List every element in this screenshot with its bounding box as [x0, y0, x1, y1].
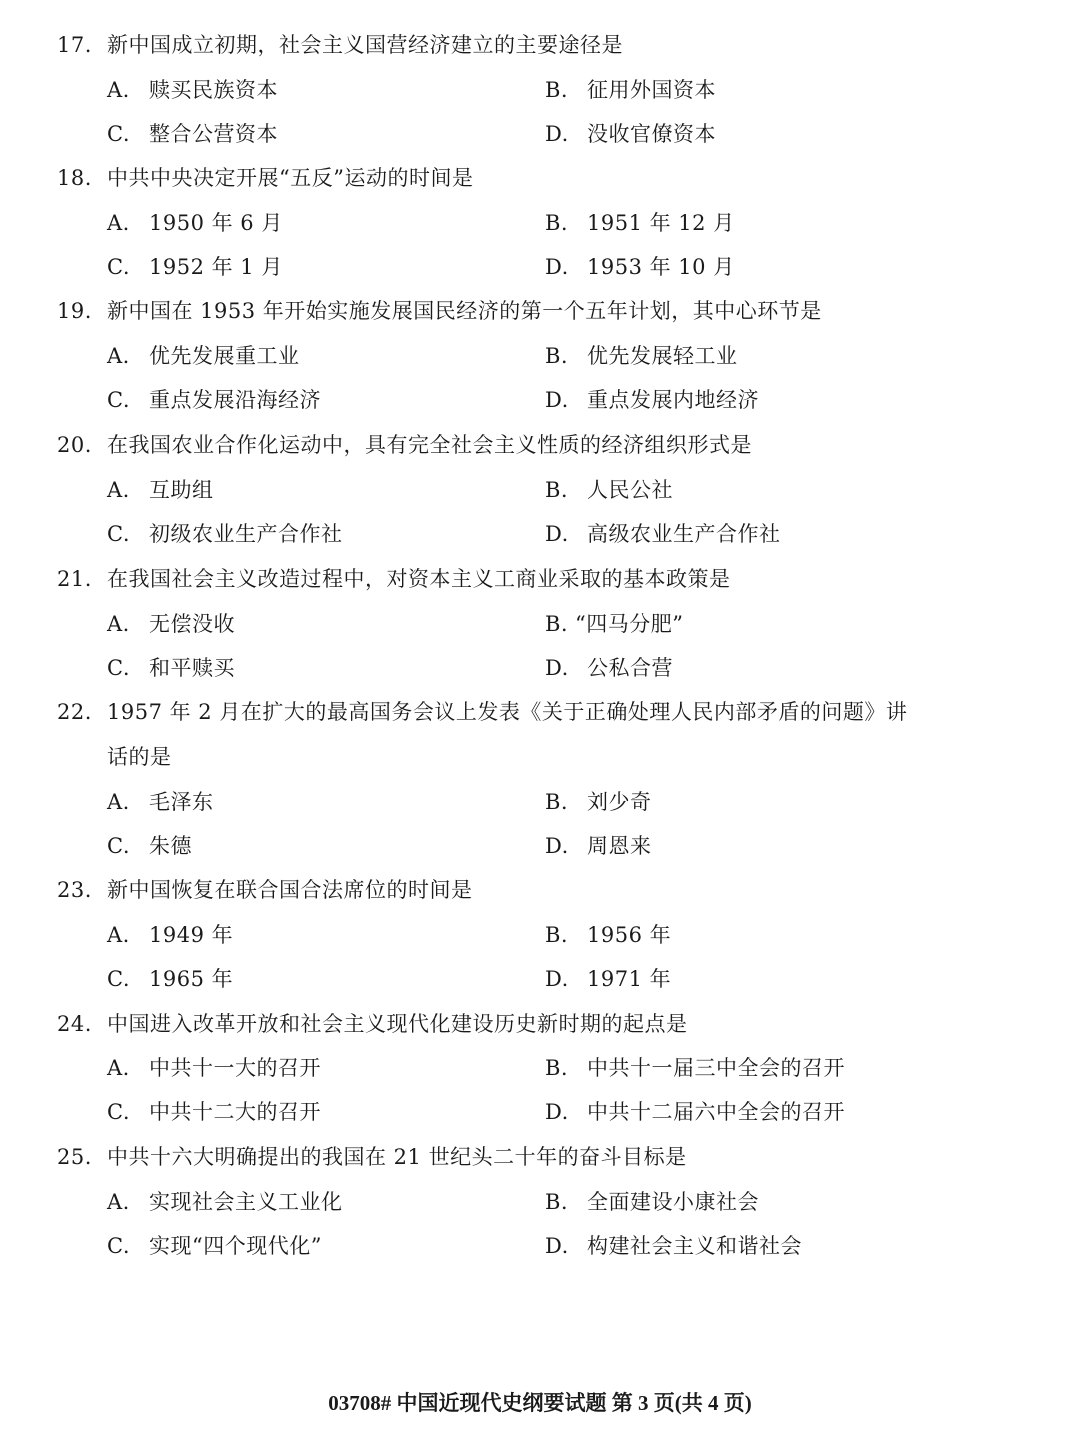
- option-text: 中共十二大的召开: [149, 1100, 321, 1124]
- option-d: [545, 120, 716, 148]
- option-letter: C.: [107, 1100, 130, 1124]
- question-text: 新中国恢复在联合国合法席位的时间是: [107, 878, 473, 902]
- option-text: 赎买民族资本: [149, 78, 278, 102]
- option-a: [107, 76, 278, 104]
- option-letter: B.: [545, 344, 569, 368]
- option-d: [545, 832, 652, 860]
- option-c: [107, 253, 283, 281]
- question-number: 24.: [57, 1012, 92, 1036]
- option-letter: B.: [545, 211, 569, 235]
- question-20: [57, 431, 752, 459]
- question-number: 18.: [57, 166, 92, 190]
- question-19: [57, 297, 822, 325]
- option-letter: C.: [107, 255, 130, 279]
- option-text: 刘少奇: [587, 790, 652, 814]
- option-c: [107, 520, 343, 548]
- option-letter: D.: [545, 122, 569, 146]
- option-letter: D.: [545, 656, 569, 680]
- option-text: 全面建设小康社会: [587, 1190, 759, 1214]
- option-c: [107, 832, 192, 860]
- option-letter: D.: [545, 1234, 569, 1258]
- option-d: [545, 386, 759, 414]
- question-text: 在我国社会主义改造过程中，对资本主义工商业采取的基本政策是: [107, 567, 731, 591]
- page-footer: 03708# 中国近现代史纲要试题 第 3 页(共 4 页): [328, 1391, 752, 1415]
- option-text: 优先发展重工业: [149, 344, 300, 368]
- option-a: [107, 209, 283, 237]
- option-c: [107, 654, 235, 682]
- option-text: 重点发展内地经济: [587, 388, 759, 412]
- option-text: 毛泽东: [149, 790, 214, 814]
- option-b: [545, 610, 683, 638]
- option-text: 初级农业生产合作社: [149, 522, 343, 546]
- option-letter: B.: [545, 790, 569, 814]
- option-letter: A.: [107, 344, 130, 368]
- question-22-continuation: 话的是: [107, 745, 172, 769]
- option-letter: A.: [107, 211, 130, 235]
- option-text: 整合公营资本: [149, 122, 278, 146]
- option-letter: D.: [545, 255, 569, 279]
- option-text: 实现“四个现代化”: [149, 1234, 322, 1258]
- option-text: 实现社会主义工业化: [149, 1190, 343, 1214]
- option-b: [545, 76, 716, 104]
- option-d: [545, 654, 673, 682]
- option-b: [545, 788, 652, 816]
- question-text: 新中国成立初期，社会主义国营经济建立的主要途径是: [107, 33, 623, 57]
- option-text: 1949 年: [149, 923, 234, 947]
- option-c: [107, 965, 233, 993]
- option-b: [545, 342, 738, 370]
- option-text: 1971 年: [587, 967, 672, 991]
- option-text: “四马分肥”: [575, 612, 684, 636]
- option-letter: A.: [107, 1190, 130, 1214]
- option-letter: D.: [545, 522, 569, 546]
- option-c: [107, 386, 321, 414]
- question-17: [57, 31, 623, 59]
- question-number: 17.: [57, 33, 92, 57]
- option-text: 构建社会主义和谐社会: [587, 1234, 802, 1258]
- question-text: 中共十六大明确提出的我国在 21 世纪头二十年的奋斗目标是: [107, 1145, 687, 1169]
- option-letter: D.: [545, 967, 569, 991]
- question-24: [57, 1010, 688, 1038]
- option-text: 中共十一大的召开: [149, 1056, 321, 1080]
- question-number: 25.: [57, 1145, 92, 1169]
- option-letter: A.: [107, 1056, 130, 1080]
- option-b: [545, 209, 735, 237]
- option-a: [107, 610, 235, 638]
- question-number: 21.: [57, 567, 92, 591]
- option-letter: A.: [107, 923, 130, 947]
- question-number: 19.: [57, 299, 92, 323]
- question-text: 新中国在 1953 年开始实施发展国民经济的第一个五年计划，其中心环节是: [107, 299, 822, 323]
- question-18: [57, 164, 473, 192]
- question-number: 23.: [57, 878, 92, 902]
- question-23: [57, 876, 473, 904]
- option-letter: A.: [107, 78, 130, 102]
- option-letter: B.: [545, 478, 569, 502]
- option-text: 朱德: [149, 834, 192, 858]
- option-text: 1965 年: [149, 967, 234, 991]
- option-d: [545, 965, 671, 993]
- option-letter: B.: [545, 1190, 569, 1214]
- option-letter: C.: [107, 834, 130, 858]
- option-a: [107, 1188, 343, 1216]
- option-text: 中共十二届六中全会的召开: [587, 1100, 845, 1124]
- question-21: [57, 565, 731, 593]
- option-letter: B.: [545, 1056, 569, 1080]
- option-letter: B.: [545, 923, 569, 947]
- option-a: [107, 921, 233, 949]
- option-d: [545, 1098, 845, 1126]
- option-letter: A.: [107, 790, 130, 814]
- option-letter: C.: [107, 967, 130, 991]
- option-letter: C.: [107, 388, 130, 412]
- option-d: [545, 520, 781, 548]
- option-letter: C.: [107, 122, 130, 146]
- option-text: 1956 年: [587, 923, 672, 947]
- option-text: 重点发展沿海经济: [149, 388, 321, 412]
- option-text: 1952 年 1 月: [149, 255, 283, 279]
- option-text: 互助组: [149, 478, 214, 502]
- question-text: 1957 年 2 月在扩大的最高国务会议上发表《关于正确处理人民内部矛盾的问题》讲: [107, 700, 908, 724]
- question-25: [57, 1143, 687, 1171]
- option-b: [545, 476, 673, 504]
- option-d: [545, 1232, 802, 1260]
- option-text: 没收官僚资本: [587, 122, 716, 146]
- option-b: [545, 1188, 759, 1216]
- option-text: 高级农业生产合作社: [587, 522, 781, 546]
- option-letter: A.: [107, 478, 130, 502]
- option-d: [545, 253, 735, 281]
- option-a: [107, 342, 300, 370]
- option-text: 1953 年 10 月: [587, 255, 735, 279]
- option-letter: D.: [545, 1100, 569, 1124]
- option-letter: C.: [107, 522, 130, 546]
- question-text: 中国进入改革开放和社会主义现代化建设历史新时期的起点是: [107, 1012, 688, 1036]
- question-text: 在我国农业合作化运动中，具有完全社会主义性质的经济组织形式是: [107, 433, 752, 457]
- option-b: [545, 1054, 845, 1082]
- question-22: [57, 698, 907, 726]
- question-number: 22.: [57, 700, 92, 724]
- option-a: [107, 476, 214, 504]
- option-letter: C.: [107, 656, 130, 680]
- option-a: [107, 788, 214, 816]
- option-letter: A.: [107, 612, 130, 636]
- option-letter: B.: [545, 612, 569, 636]
- option-text: 1950 年 6 月: [149, 211, 283, 235]
- option-text: 和平赎买: [149, 656, 235, 680]
- option-text: 1951 年 12 月: [587, 211, 735, 235]
- question-text: 中共中央决定开展“五反”运动的时间是: [107, 166, 474, 190]
- option-c: [107, 1232, 322, 1260]
- option-text: 无偿没收: [149, 612, 235, 636]
- question-number: 20.: [57, 433, 92, 457]
- option-b: [545, 921, 671, 949]
- option-letter: D.: [545, 834, 569, 858]
- option-text: 公私合营: [587, 656, 673, 680]
- option-c: [107, 1098, 321, 1126]
- option-c: [107, 120, 278, 148]
- option-letter: C.: [107, 1234, 130, 1258]
- option-text: 优先发展轻工业: [587, 344, 738, 368]
- option-text: 中共十一届三中全会的召开: [587, 1056, 845, 1080]
- option-text: 周恩来: [587, 834, 652, 858]
- option-letter: B.: [545, 78, 569, 102]
- option-text: 征用外国资本: [587, 78, 716, 102]
- option-letter: D.: [545, 388, 569, 412]
- option-text: 人民公社: [587, 478, 673, 502]
- option-a: [107, 1054, 321, 1082]
